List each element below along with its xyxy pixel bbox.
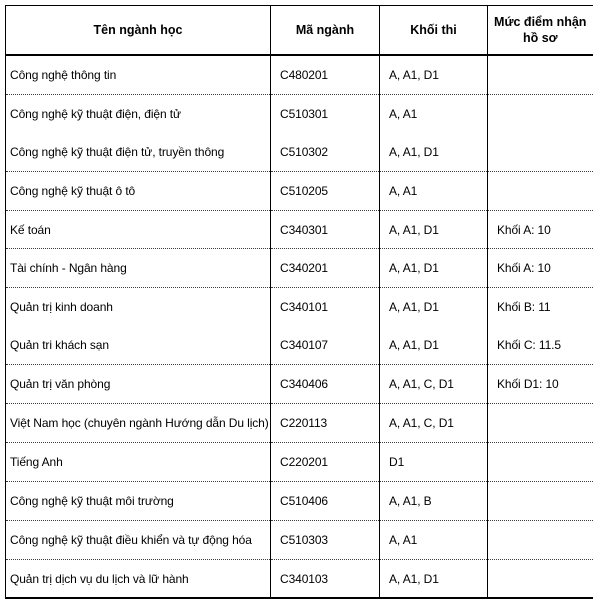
table-row <box>6 171 593 210</box>
major-code: C340201 <box>271 249 380 288</box>
score-threshold: Khối A: 10 <box>497 222 551 237</box>
major-name: Công nghệ kỹ thuật ô tô <box>6 171 271 210</box>
major-name: Công nghệ kỹ thuật điều khiển và tự động hóa <box>6 520 271 559</box>
major-name: Quản trị văn phòng <box>6 365 271 404</box>
major-code: C340103 <box>271 559 380 598</box>
header-exam-blocks: Khối thi <box>380 6 488 56</box>
score-threshold <box>488 94 593 132</box>
major-code: C340107 <box>271 326 380 364</box>
header-major-code: Mã ngành <box>271 6 380 56</box>
score-threshold <box>488 404 593 443</box>
exam-blocks: A, A1 <box>380 94 488 132</box>
table-row <box>6 559 593 598</box>
major-code: C510303 <box>271 520 380 559</box>
major-name: Công nghệ thông tin <box>6 55 271 94</box>
major-code: C510205 <box>271 171 380 210</box>
table-row <box>6 288 593 326</box>
exam-blocks: D1 <box>380 442 488 481</box>
major-name: Công nghệ kỹ thuật điện tử, truyền thông <box>6 133 271 171</box>
table-row <box>6 133 593 171</box>
exam-blocks: A, A1, D1 <box>380 133 488 171</box>
score-threshold <box>488 559 593 598</box>
major-code: C340101 <box>271 288 380 326</box>
exam-blocks: A, A1, D1 <box>380 288 488 326</box>
exam-blocks: A, A1, D1 <box>380 55 488 94</box>
exam-blocks: A, A1, B <box>380 481 488 520</box>
header-major-name: Tên ngành học <box>6 6 271 56</box>
table-row <box>6 94 593 132</box>
exam-blocks: A, A1, C, D1 <box>380 404 488 443</box>
exam-blocks: A, A1 <box>380 520 488 559</box>
table-row <box>6 326 593 364</box>
major-name: Tiếng Anh <box>6 442 271 481</box>
major-name: Việt Nam học (chuyên ngành Hướng dẫn Du lịch) <box>6 404 271 443</box>
major-code: C340406 <box>271 365 380 404</box>
score-threshold: Khối A: 10 <box>497 261 551 276</box>
table-row <box>6 249 593 288</box>
score-threshold: Khối B: 11 <box>497 300 551 315</box>
major-name: Công nghệ kỹ thuật môi trường <box>6 481 271 520</box>
table-row <box>6 520 593 559</box>
major-name: Quản trị kinh doanh <box>6 288 271 326</box>
exam-blocks: A, A1, C, D1 <box>380 365 488 404</box>
exam-blocks: A, A1, D1 <box>380 559 488 598</box>
major-name: Quản tri khách sạn <box>6 326 271 364</box>
exam-blocks: A, A1, D1 <box>380 249 488 288</box>
table-row <box>6 481 593 520</box>
exam-blocks: A, A1, D1 <box>380 210 488 249</box>
admissions-table <box>5 5 593 599</box>
score-threshold <box>488 55 593 94</box>
major-name: Kế toán <box>6 210 271 249</box>
table-row <box>6 210 593 249</box>
major-code: C220113 <box>271 404 380 443</box>
major-code: C510406 <box>271 481 380 520</box>
major-name: Công nghệ kỹ thuật điện, điện tử <box>6 94 271 132</box>
major-name: Tài chính - Ngân hàng <box>6 249 271 288</box>
header-score-threshold: Mức điểm nhận hồ sơ <box>494 14 587 45</box>
major-code: C510302 <box>271 133 380 171</box>
score-threshold <box>488 481 593 520</box>
major-code: C480201 <box>271 55 380 94</box>
score-threshold: Khối D1: 10 <box>497 377 559 392</box>
table-row <box>6 365 593 404</box>
major-code: C220201 <box>271 442 380 481</box>
score-threshold <box>488 133 593 171</box>
score-threshold: Khối C: 11.5 <box>497 338 561 353</box>
exam-blocks: A, A1, D1 <box>380 326 488 364</box>
exam-blocks: A, A1 <box>380 171 488 210</box>
score-threshold <box>488 442 593 481</box>
header-row <box>6 6 593 56</box>
major-code: C510301 <box>271 94 380 132</box>
table-row <box>6 404 593 443</box>
score-threshold <box>488 171 593 210</box>
table-row <box>6 55 593 94</box>
major-name: Quản trị dịch vụ du lịch và lữ hành <box>6 559 271 598</box>
score-threshold <box>488 520 593 559</box>
major-code: C340301 <box>271 210 380 249</box>
table-row <box>6 442 593 481</box>
